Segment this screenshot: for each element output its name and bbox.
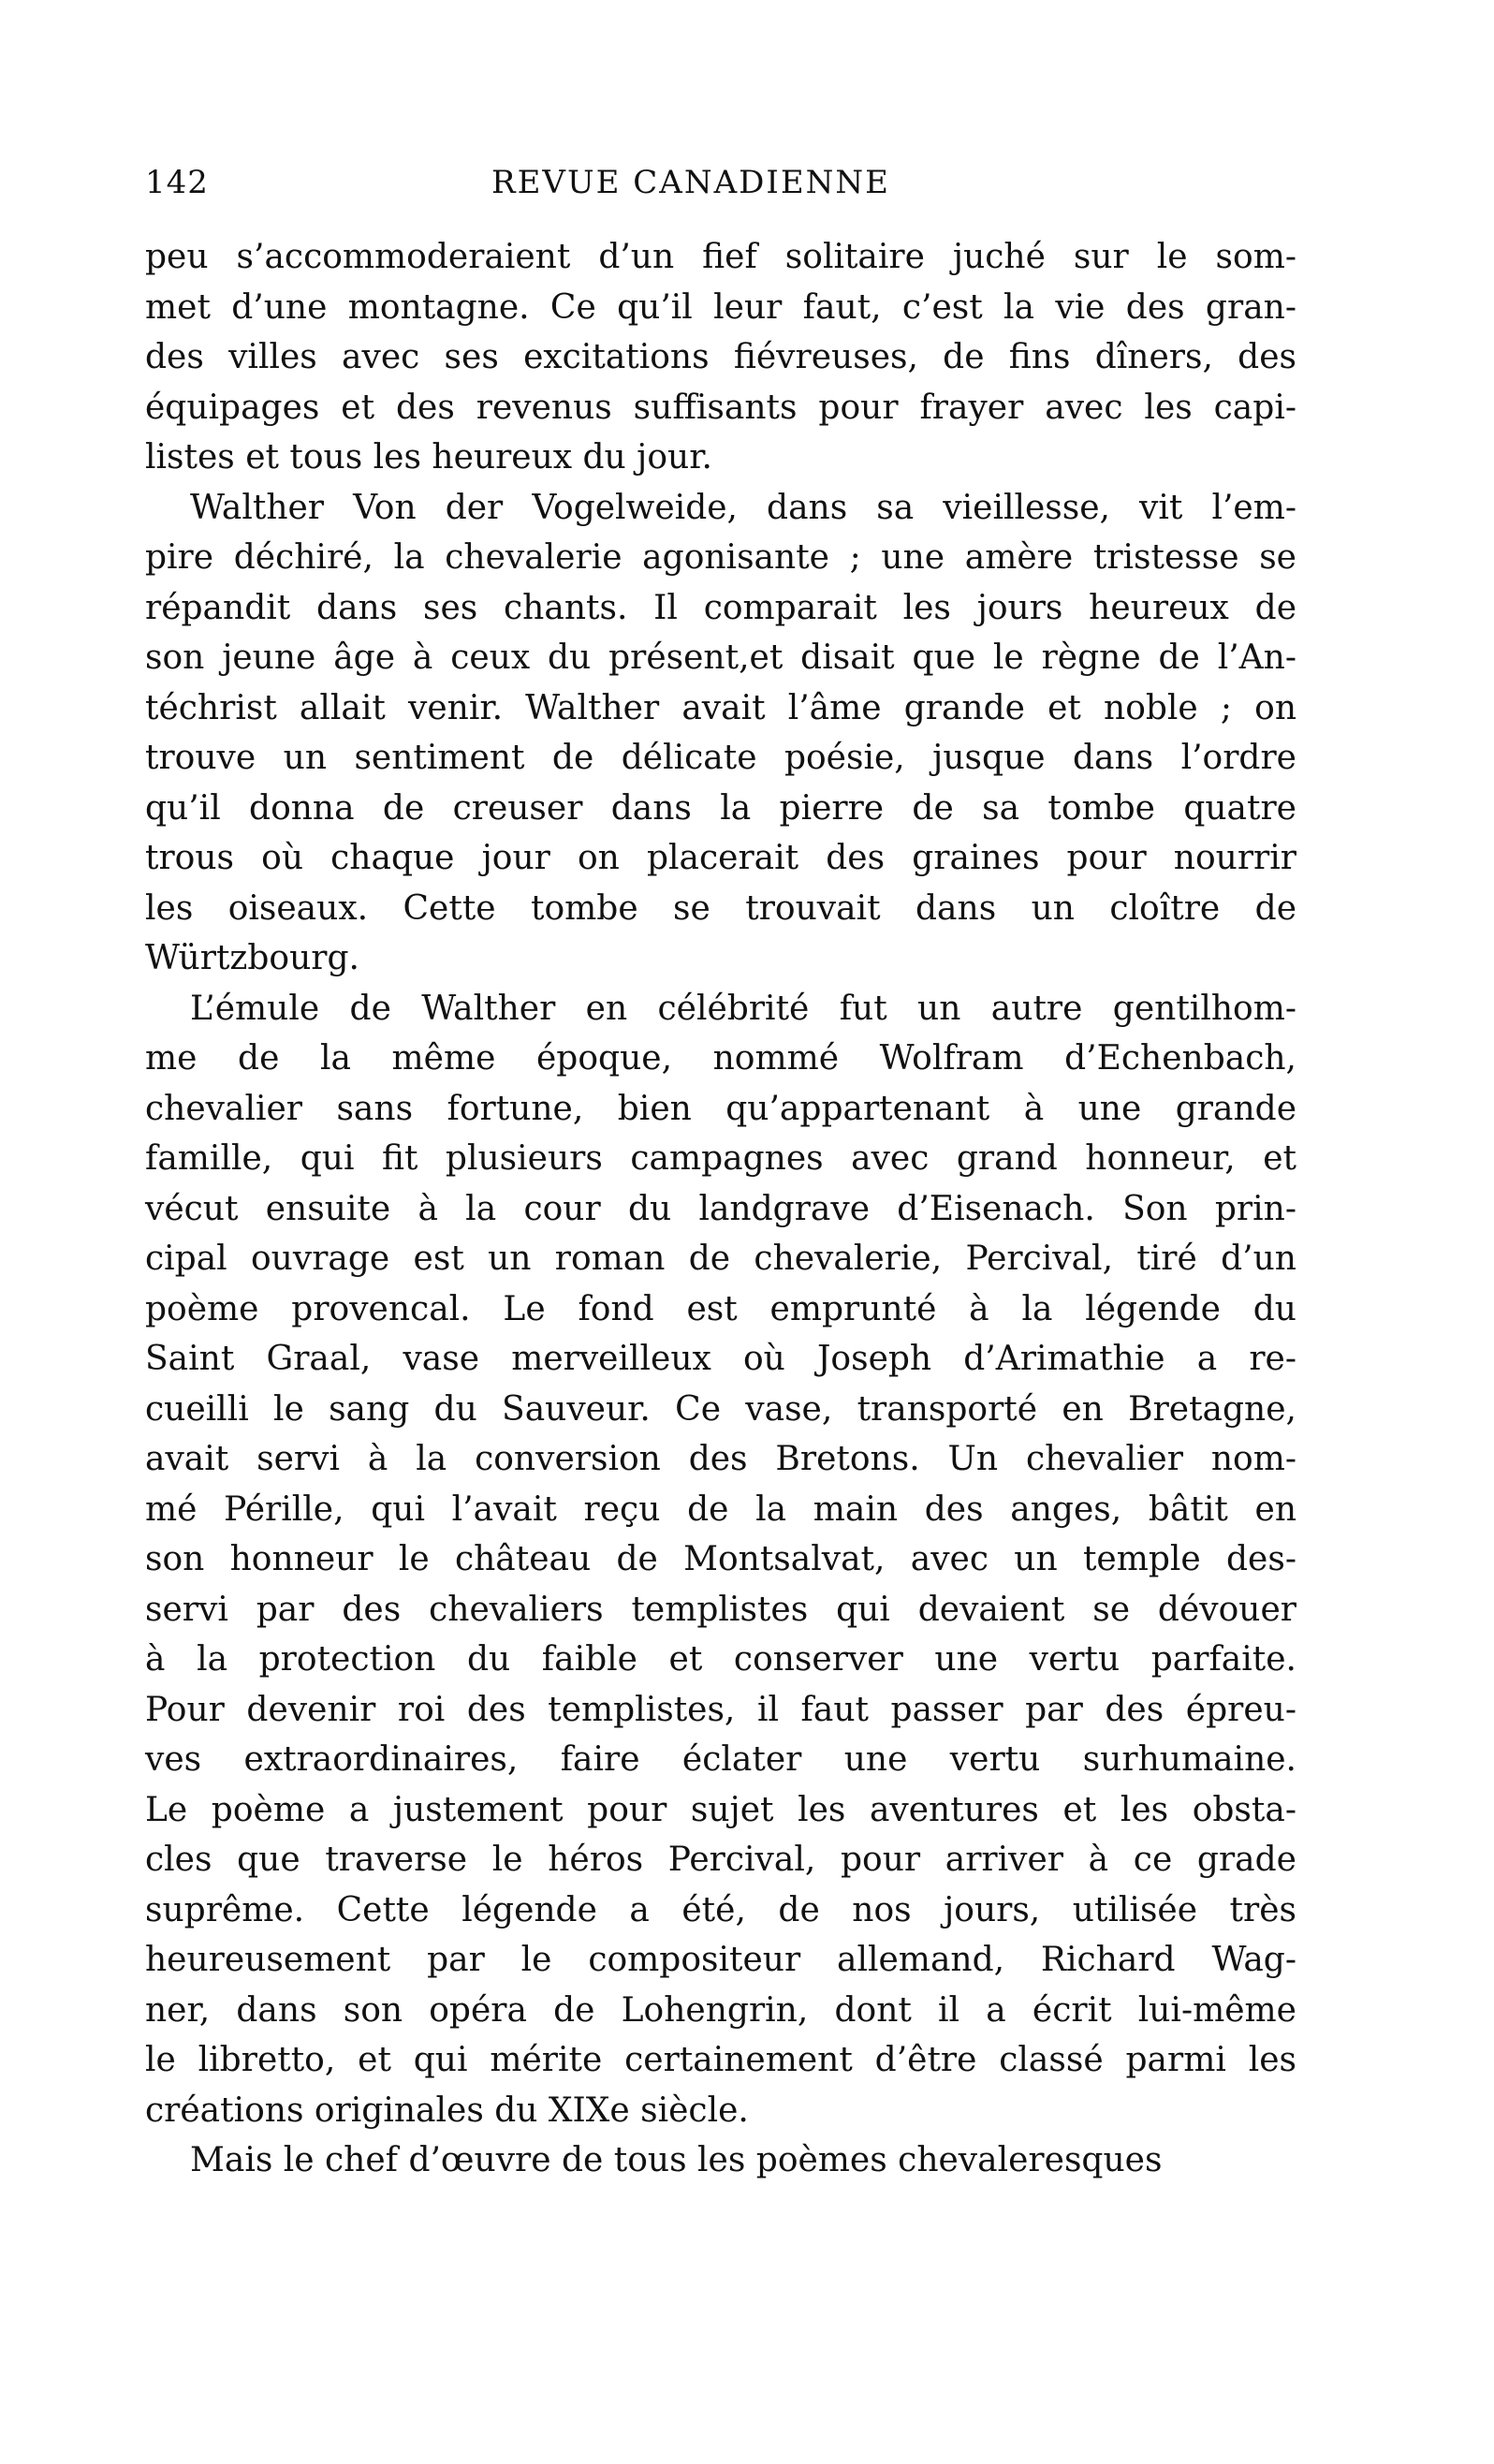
text-line: Le poème a justement pour sujet les aventures et les obsta- [145, 1790, 1296, 1829]
running-title: REVUE CANADIENNE [491, 164, 890, 201]
text-line: Mais le chef d’œuvre de tous les poèmes chevaleresques [190, 2141, 1163, 2179]
text-line: répandit dans ses chants. Il comparait les jours heureux de [145, 588, 1296, 627]
text-line: cles que traverse le héros Percival, pour arriver à ce grade [145, 1841, 1296, 1879]
text-line: créations originales du XIXe siècle. [145, 2090, 749, 2130]
paragraph [145, 2135, 1296, 2186]
text-line: suprême. Cette légende a été, de nos jours, utilisée très [145, 1890, 1296, 1929]
text-line: ves extraordinaires, faire éclater une vertu surhumaine. [145, 1740, 1296, 1779]
text-line: Saint Graal, vase merveilleux où Joseph d’Arimathie a re- [145, 1340, 1296, 1378]
text-line: heureusement par le compositeur allemand, Richard Wag- [145, 1941, 1296, 1979]
text-line: Pour devenir roi des templistes, il faut passer par des épreu- [145, 1690, 1296, 1729]
text-line: chevalier sans fortune, bien qu’appartenant à une grande [145, 1089, 1296, 1128]
text-line: ner, dans son opéra de Lohengrin, dont il a écrit lui-même [145, 1990, 1296, 2030]
text-line: Walther Von der Vogelweide, dans sa vieillesse, vit l’em- [190, 488, 1296, 527]
text-line: trouve un sentiment de délicate poésie, jusque dans l’ordre [145, 739, 1296, 777]
text-line: vécut ensuite à la cour du landgrave d’Eisenach. Son prin- [145, 1189, 1296, 1228]
text-line: des villes avec ses excitations fiévreuses, de fins dîners, des [145, 338, 1296, 376]
text-line: son honneur le château de Montsalvat, avec un temple des- [145, 1540, 1296, 1578]
text-line: famille, qui fit plusieurs campagnes avec grand honneur, et [145, 1139, 1296, 1178]
text-line: son jeune âge à ceux du présent,et disait que le règne de l’An- [145, 638, 1296, 677]
paragraph [145, 984, 1296, 2136]
page-header [145, 164, 1296, 211]
text-line: peu s’accommoderaient d’un fief solitaire juché sur le som- [145, 238, 1296, 276]
text-line: cipal ouvrage est un roman de chevalerie, Percival, tiré d’un [145, 1239, 1296, 1278]
text-line: avait servi à la conversion des Bretons. Un chevalier nom- [145, 1440, 1296, 1478]
text-line: me de la même époque, nommé Wolfram d’Echenbach, [145, 1039, 1296, 1078]
text-line: pire déchiré, la chevalerie agonisante ; une amère tristesse se [145, 538, 1296, 577]
page-number: 142 [145, 164, 209, 201]
text-line: listes et tous les heureux du jour. [145, 438, 712, 477]
text-line: le libretto, et qui mérite certainement d’être classé parmi les [145, 2041, 1296, 2079]
text-line: à la protection du faible et conserver une vertu parfaite. [145, 1640, 1296, 1679]
paragraph [145, 232, 1296, 483]
text-line: poème provencal. Le fond est emprunté à la légende du [145, 1289, 1296, 1328]
text-line: mé Pérille, qui l’avait reçu de la main des anges, bâtit en [145, 1489, 1296, 1529]
text-line: met d’une montagne. Ce qu’il leur faut, c’est la vie des gran- [145, 287, 1296, 327]
text-line: téchrist allait venir. Walther avait l’âme grande et noble ; on [145, 688, 1296, 727]
text-line: Würtzbourg. [145, 939, 359, 977]
text-line: les oiseaux. Cette tombe se trouvait dans un cloître de [145, 888, 1296, 928]
text-line: servi par des chevaliers templistes qui devaient se dévouer [145, 1590, 1296, 1629]
text-line: L’émule de Walther en célébrité fut un autre gentilhom- [190, 989, 1296, 1028]
text-line: cueilli le sang du Sauveur. Ce vase, transporté en Bretagne, [145, 1389, 1296, 1429]
text-line: trous où chaque jour on placerait des graines pour nourrir [145, 839, 1296, 877]
paragraph [145, 483, 1296, 984]
body-text [145, 232, 1296, 2186]
text-line: qu’il donna de creuser dans la pierre de sa tombe quatre [145, 788, 1296, 828]
text-line: équipages et des revenus suffisants pour frayer avec les capi- [145, 388, 1296, 427]
